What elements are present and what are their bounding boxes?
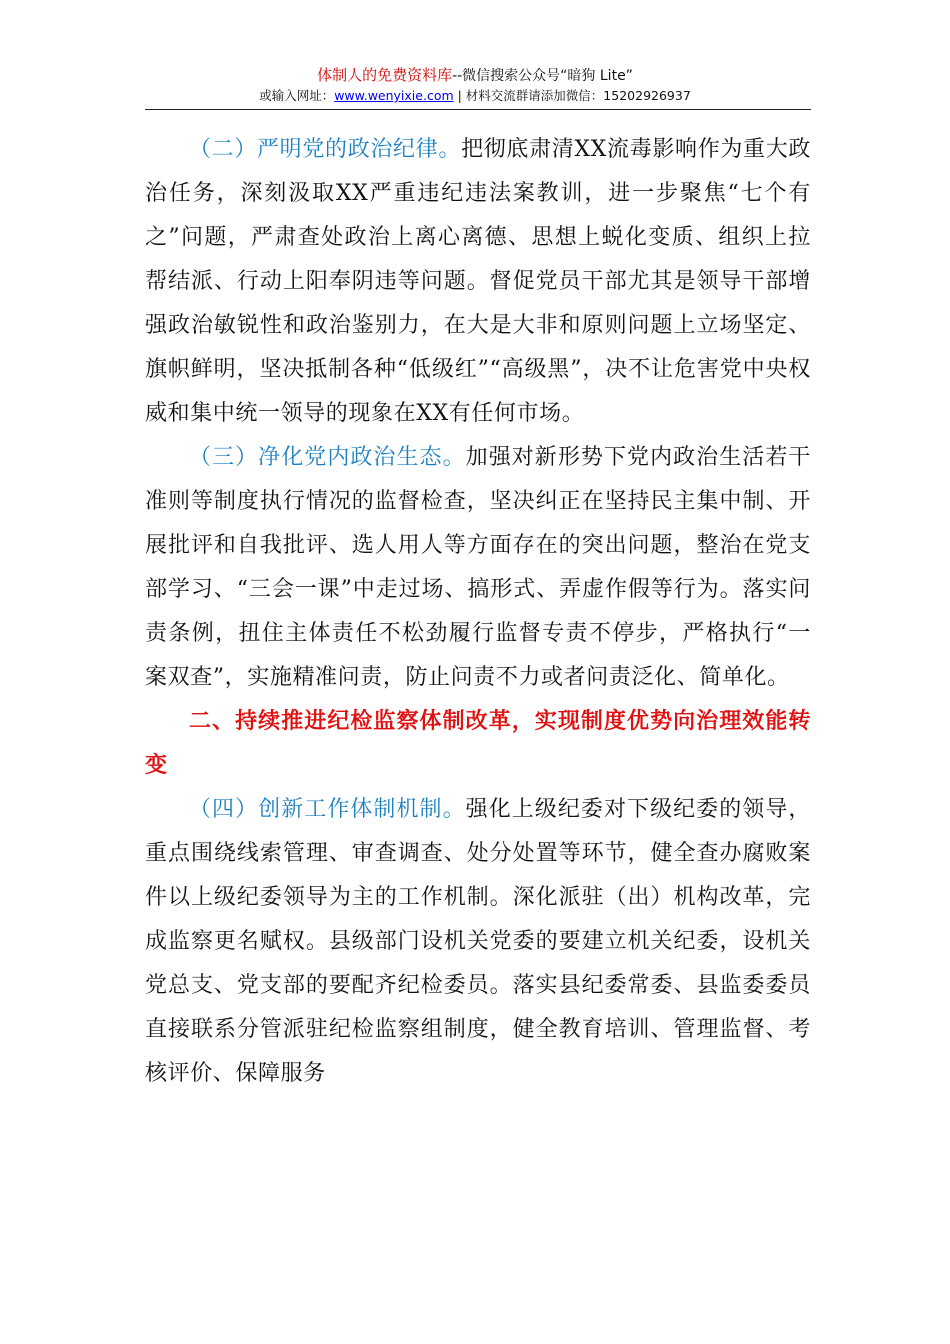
paragraph-4 <box>145 788 811 1096</box>
page-header <box>0 66 950 105</box>
paragraph-lead: （三）净化党内政治生态。 <box>189 445 466 470</box>
paragraph-lead: （四）创新工作体制机制。 <box>189 797 466 822</box>
url-prefix: 或输入网址： <box>259 88 335 103</box>
header-line-1 <box>0 66 950 85</box>
header-divider <box>145 109 811 110</box>
brand-title: 体制人的免费资料库 <box>317 66 453 84</box>
paragraph-text: 强化上级纪委对下级纪委的领导，重点围绕线索管理、审查调查、处分处置等环节，健全查办腐败案件以上级纪委领导为主的工作机制。深化派驻（出）机构改革，完成监察更名赋权。县级部门设机关党委的要建立机关纪委，设机关党总支、党支部的要配齐纪检委员。落实县纪委常委、县监委委员直接联系分管派驻纪检监察组制度，健全教育培训、管理监督、考核评价、保障服务 <box>145 797 811 1086</box>
section-heading: 二、持续推进纪检监察体制改革，实现制度优势向治理效能转变 <box>145 709 811 778</box>
contact-info: | 材料交流群请添加微信：15202926937 <box>457 88 691 103</box>
paragraph-lead: （二）严明党的政治纪律。 <box>189 137 462 162</box>
paragraph-2 <box>145 128 811 436</box>
paragraph-3 <box>145 436 811 700</box>
header-line-2 <box>0 87 950 105</box>
paragraph-text: 加强对新形势下党内政治生活若干准则等制度执行情况的监督检查，坚决纠正在坚持民主集中制、开展批评和自我批评、选人用人等方面存在的突出问题，整治在党支部学习、“三会一课”中走过场、搞形式、弄虚作假等行为。落实问责条例，扭住主体责任不松劲履行监督专责不停步，严格执行“一案双查”，实施精准问责，防止问责不力或者问责泛化、简单化。 <box>145 445 811 690</box>
paragraph-text: 把彻底肃清XX流毒影响作为重大政治任务，深刻汲取XX严重违纪违法案教训，进一步聚焦“七个有之”问题，严肃查处政治上离心离德、思想上蜕化变质、组织上拉帮结派、行动上阳奉阴违等问题。督促党员干部尤其是领导干部增强政治敏锐性和政治鉴别力，在大是大非和原则问题上立场坚定、旗帜鲜明，坚决抵制各种“低级红”“高级黑”，决不让危害党中央权威和集中统一领导的现象在XX有任何市场。 <box>145 137 811 426</box>
document-body <box>145 128 811 1096</box>
header-tagline: --微信搜索公众号“暗狗 Lite” <box>452 68 633 84</box>
website-link[interactable]: www.wenyixie.com <box>334 88 454 103</box>
